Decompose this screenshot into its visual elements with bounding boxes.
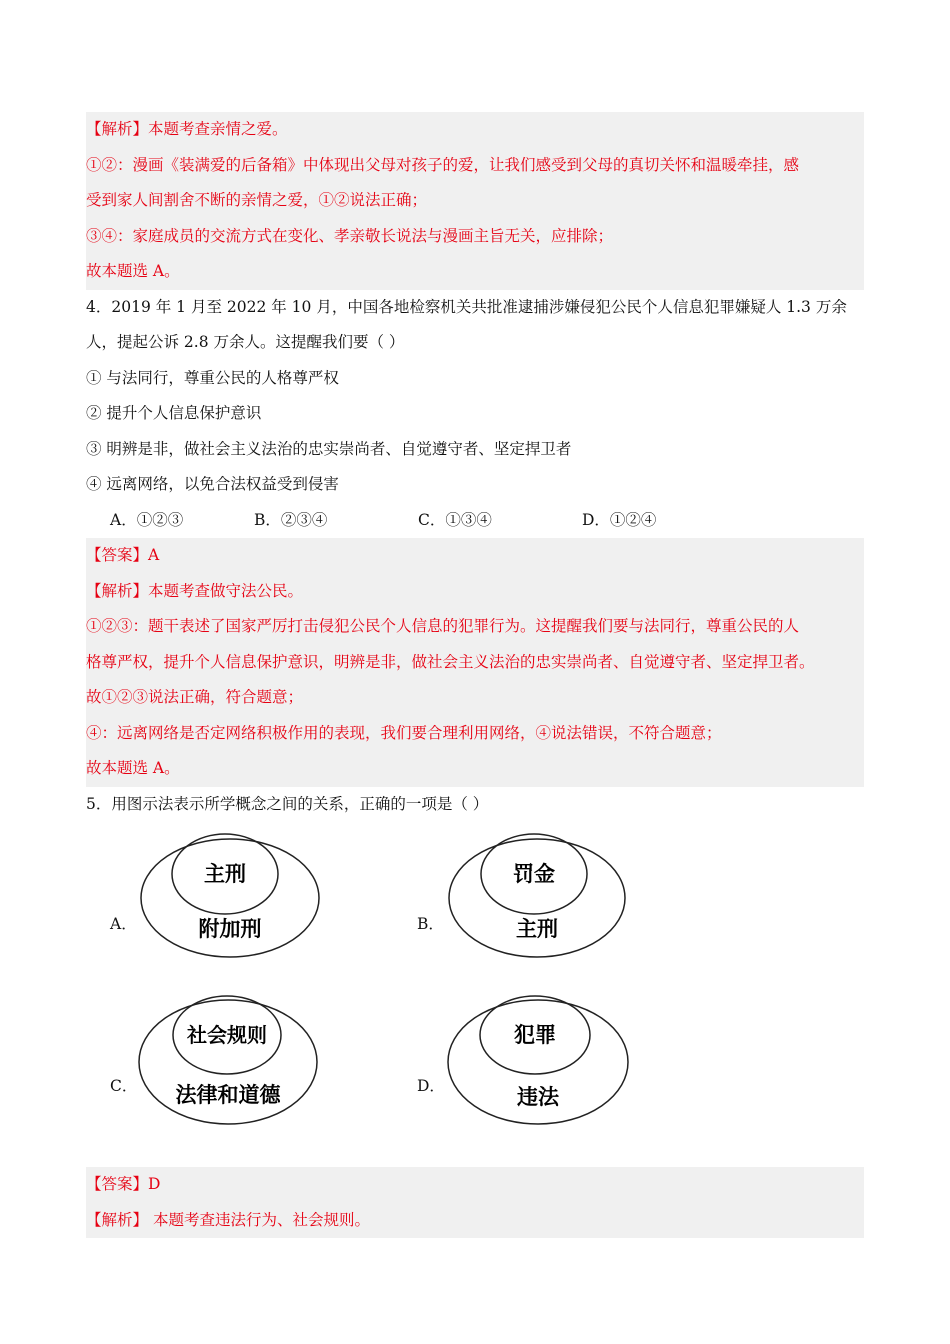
q5-analysis-intro	[86, 1203, 864, 1239]
answer-tag: 【答案】	[86, 546, 149, 564]
fig-c-outer-text: 法律和道德	[175, 1083, 281, 1107]
fig-a-outer-text: 附加刑	[198, 917, 262, 941]
fig-b-label: B．	[417, 915, 444, 933]
q4-analysis-line: 格尊严权，提升个人信息保护意识，明辨是非，做社会主义法治的忠实崇尚者、自觉遵守者、坚定捍卫者。	[86, 652, 815, 671]
q4-options	[86, 503, 864, 539]
analysis-tag: 【解析】	[86, 581, 149, 600]
q5-answer	[86, 1167, 864, 1203]
q4-item: ④ 远离网络，以免合法权益受到侵害	[86, 475, 339, 493]
fig-a-label: A．	[110, 915, 137, 933]
analysis-intro-text: 本题考查做守法公民。	[148, 581, 304, 600]
q4-answer-block	[86, 538, 864, 787]
q4-option-b: B．②③④	[254, 510, 328, 529]
q4-option-a: A．①②③	[110, 510, 184, 529]
q4-analysis-line: ①②③：题干表述了国家严厉打击侵犯公民个人信息的犯罪行为。这提醒我们要与法同行，尊重公民的人	[86, 617, 800, 635]
fig-c-diagram	[136, 992, 326, 1132]
q3-analysis-block	[86, 112, 864, 290]
q4-stem: 人，提起公诉 2.8 万余人。这提醒我们要（ ）	[86, 333, 405, 351]
q5-answer-block	[86, 1167, 864, 1238]
q4-item: ② 提升个人信息保护意识	[86, 404, 262, 422]
question-5	[86, 787, 864, 1168]
fig-a-inner-text: 主刑	[204, 862, 246, 886]
fig-b-inner-text: 罚金	[513, 862, 555, 886]
q3-analysis-intro	[86, 112, 864, 148]
fig-d-inner-text: 犯罪	[514, 1023, 556, 1047]
document-page	[86, 112, 864, 1238]
q4-answer	[86, 538, 864, 574]
fig-c-label: C．	[110, 1077, 138, 1095]
analysis-tag: 【解析】	[86, 120, 149, 138]
q4-analysis-line: ④：远离网络是否定网络积极作用的表现，我们要合理利用网络，④说法错误，不符合题意；	[86, 723, 722, 742]
q3-analysis-line: 受到家人间割舍不断的亲情之爱，①②说法正确；	[86, 191, 428, 209]
analysis-tag: 【解析】	[86, 1210, 149, 1229]
fig-b-diagram	[446, 832, 636, 967]
q4-analysis-intro	[86, 574, 864, 610]
q4-analysis-line: 故本题选 A。	[86, 759, 180, 777]
fig-d-outer-text: 违法	[517, 1085, 559, 1109]
q4-analysis-line: 故①②③说法正确，符合题意；	[86, 688, 304, 706]
answer-value: A	[148, 546, 160, 564]
question-4	[86, 290, 864, 539]
analysis-intro-text: 本题考查亲情之爱。	[148, 120, 288, 138]
q3-analysis-line: ③④：家庭成员的交流方式在变化、孝亲敬长说法与漫画主旨无关，应排除；	[86, 226, 614, 245]
q3-analysis-line: 故本题选 A。	[86, 262, 180, 280]
answer-value: D	[148, 1175, 161, 1193]
q4-item: ① 与法同行，尊重公民的人格尊严权	[86, 368, 339, 387]
fig-d-label: D．	[417, 1077, 445, 1095]
analysis-intro-text: 本题考查违法行为、社会规则。	[148, 1210, 370, 1229]
q4-item: ③ 明辨是非，做社会主义法治的忠实崇尚者、自觉遵守者、坚定捍卫者	[86, 439, 572, 458]
fig-d-diagram	[444, 992, 634, 1132]
fig-a-diagram	[136, 832, 326, 967]
q4-stem: 4．2019 年 1 月至 2022 年 10 月，中国各地检察机关共批准逮捕涉嫌侵犯公民个人信息犯罪嫌疑人 1.3 万余	[86, 297, 847, 316]
q3-analysis-line: ①②：漫画《装满爱的后备箱》中体现出父母对孩子的爱，让我们感受到父母的真切关怀和温暖牵挂，感	[86, 155, 800, 174]
fig-b-outer-text: 主刑	[516, 917, 558, 941]
q5-stem: 5．用图示法表示所学概念之间的关系，正确的一项是（ ）	[86, 794, 489, 813]
answer-tag: 【答案】	[86, 1175, 149, 1193]
fig-c-inner-text: 社会规则	[187, 1023, 267, 1047]
q4-option-d: D．①②④	[582, 510, 657, 529]
q4-option-c: C．①③④	[418, 510, 492, 529]
q5-figures	[86, 822, 864, 1167]
